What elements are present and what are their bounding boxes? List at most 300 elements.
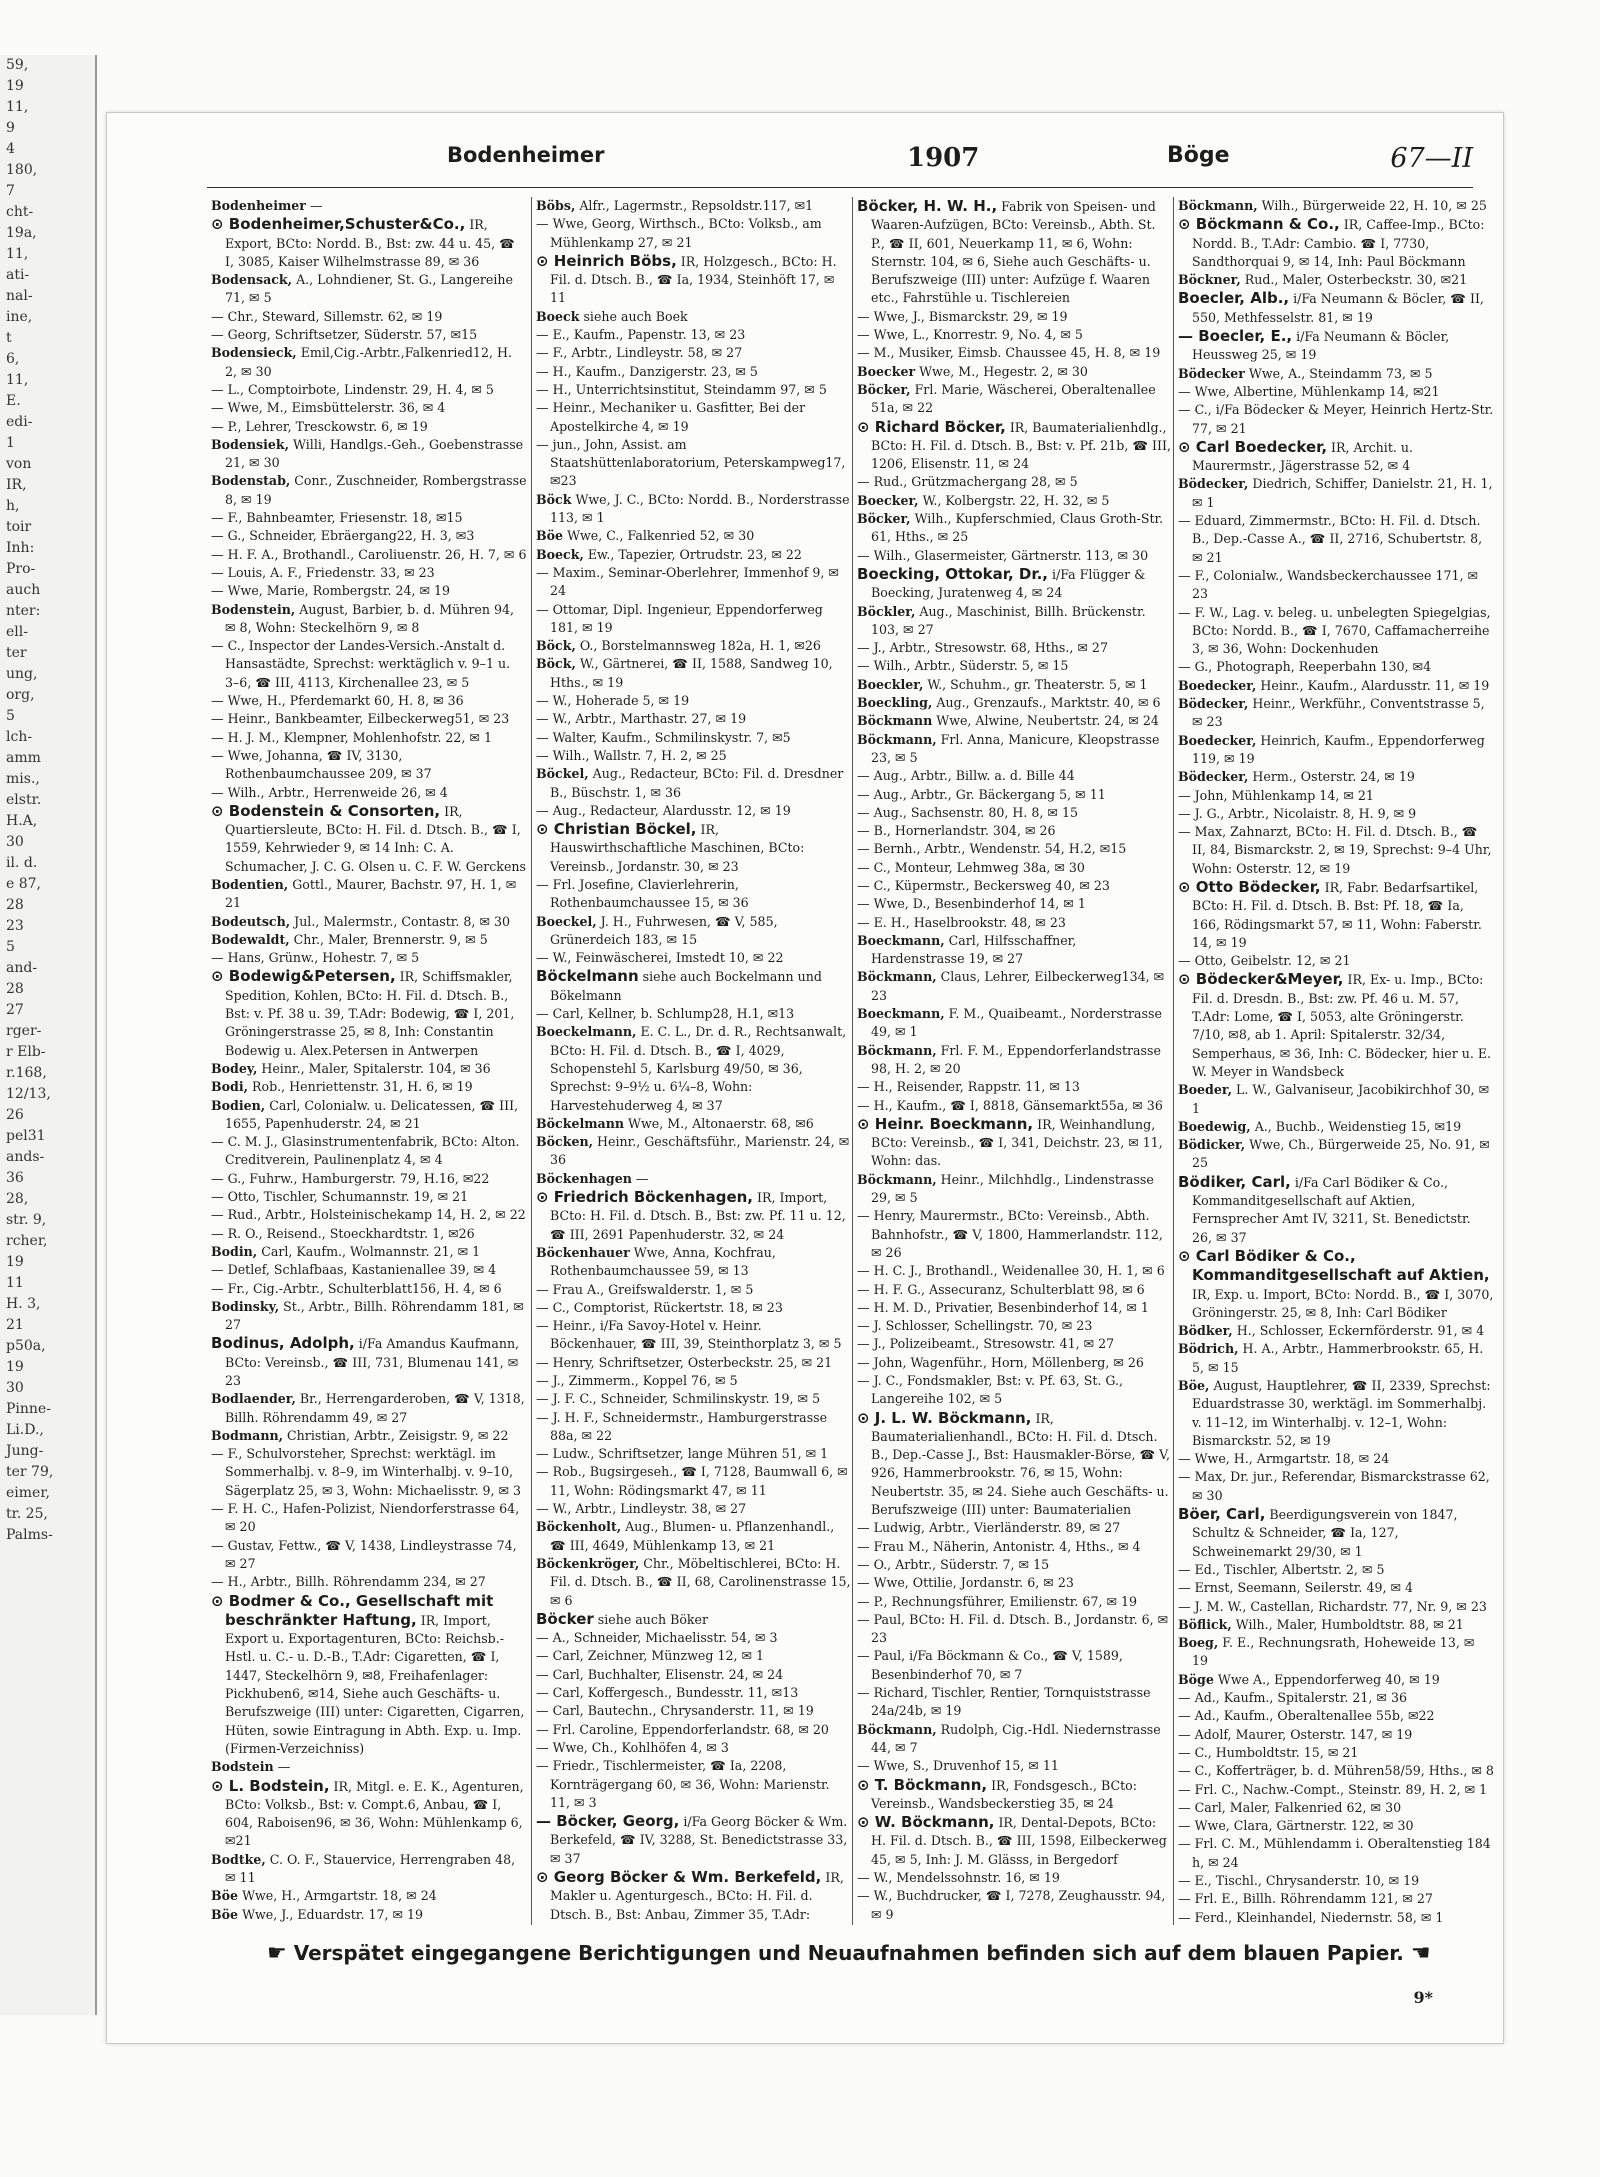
entry-firm-name: Böcker	[536, 1609, 594, 1628]
entry-details: — F. H. C., Hafen-Polizist, Niendorferstrasse 64, ✉ 20	[211, 1501, 520, 1535]
entry-surname: Boeckler,	[857, 676, 924, 692]
directory-entry	[211, 381, 527, 399]
directory-entry	[1178, 383, 1494, 401]
directory-entry	[536, 215, 852, 252]
entry-details: Carl, Colonialw. u. Delicatessen, ☎ III, 1655, Papenhuderstr. 24, ✉ 21	[225, 1097, 519, 1131]
directory-entry	[536, 747, 852, 765]
directory-entry	[211, 1887, 527, 1905]
entry-details: — H., Kaufm., Danzigerstr. 23, ✉ 5	[536, 363, 758, 379]
entry-details: Frl. F. M., Eppendorferlandstrasse 98, H. 2, ✉ 20	[871, 1042, 1161, 1076]
directory-entry	[536, 1390, 852, 1408]
directory-entry	[536, 1684, 852, 1702]
entry-details: — Ernst, Seemann, Seilerstr. 49, ✉ 4	[1178, 1580, 1414, 1596]
entry-details: — Aug., Redacteur, Alardusstr. 12, ✉ 19	[536, 802, 791, 818]
directory-entry	[857, 1887, 1173, 1924]
entry-details: — W., Feinwäscherei, Imstedt 10, ✉ 22	[536, 950, 784, 966]
previous-page-fragment: von	[6, 456, 32, 472]
directory-entry	[536, 655, 852, 692]
directory-entry	[211, 913, 527, 931]
footer-notice-text: Verspätet eingegangene Berichtigungen und Neuaufnahmen befinden sich auf dem blauen Papier.	[293, 1941, 1404, 1965]
directory-entry	[1178, 1468, 1494, 1505]
entry-details: Wwe, H., Armgartstr. 18, ✉ 24	[238, 1888, 437, 1904]
entry-details: IR, Makler u. Agenturgesch., BCto: H. Fil. d. Dtsch. B., Bst: Anbau, Zimmer 35, T.Adr:	[550, 1870, 844, 1922]
directory-entry	[857, 326, 1173, 344]
directory-entry	[857, 822, 1173, 840]
entry-firm-name: ⊙ Bodenstein & Consorten,	[211, 801, 441, 820]
directory-entry	[857, 1115, 1173, 1171]
entry-details: Jul., Malermstr., Contastr. 8, ✉ 30	[290, 913, 511, 929]
previous-page-fragment: r Elb-	[6, 1044, 46, 1060]
directory-entry	[1178, 1762, 1494, 1780]
directory-entry	[536, 765, 852, 802]
directory-entry	[857, 895, 1173, 913]
entry-details: — P., Lehrer, Tresckowstr. 6, ✉ 19	[211, 418, 428, 434]
entry-details: — Wwe, Marie, Rombergstr. 24, ✉ 19	[211, 583, 451, 599]
directory-entry	[857, 1813, 1173, 1869]
directory-entry	[211, 802, 527, 876]
directory-entry	[211, 1777, 527, 1851]
entry-details: — Fr., Cig.-Arbtr., Schulterblatt156, H. 4, ✉ 6	[211, 1280, 502, 1296]
previous-page-fragment: cht-	[6, 204, 34, 220]
entry-surname: Bödrich,	[1178, 1341, 1239, 1357]
directory-entry	[857, 1538, 1173, 1556]
entry-surname: Böckelmann	[536, 1115, 625, 1131]
entry-details: i/Fa Amandus Kaufmann, BCto: Vereinsb., ☎ III, 731, Blumenau 141, ✉ 23	[225, 1336, 520, 1388]
previous-page-fragment: nal-	[6, 288, 33, 304]
entry-details: — A., Schneider, Michaelisstr. 54, ✉ 3	[536, 1630, 778, 1646]
entry-details: Wwe, A., Steindamm 73, ✉ 5	[1244, 365, 1433, 381]
entry-firm-name: ⊙ L. Bodstein,	[211, 1776, 330, 1795]
previous-page-fragment: Li.D.,	[6, 1422, 44, 1438]
entry-details: — Otto, Geibelstr. 12, ✉ 21	[1178, 953, 1351, 969]
directory-entry	[857, 344, 1173, 362]
entry-surname: Böckmann,	[857, 969, 937, 985]
directory-entry	[536, 1354, 852, 1372]
entry-surname: Boeckmann,	[857, 932, 945, 948]
entry-details: — Wilh., Arbtr., Herrenweide 26, ✉ 4	[211, 784, 448, 800]
previous-page-fragment: ine,	[6, 309, 33, 325]
directory-entry	[536, 1647, 852, 1665]
entry-surname: Boeder,	[1178, 1082, 1232, 1098]
entry-details: — C., Comptorist, Rückertstr. 18, ✉ 23	[536, 1299, 783, 1315]
entry-details: — E., Kaufm., Papenstr. 13, ✉ 23	[536, 327, 746, 343]
directory-entry	[536, 436, 852, 491]
directory-page	[106, 112, 1504, 2044]
entry-details: IR, Schiffsmakler, Spedition, Kohlen, BCto: H. Fil. d. Dtsch. B., Bst: v. Pf. 38 u. 39, T.Adr: Bodewig, ☎ I, 201, Gröningerstrasse 25, ✉ 8, Inh: Constantin Bodewig u. Alex.Petersen in Antwerpen	[225, 969, 515, 1058]
directory-entry	[536, 564, 852, 601]
entry-surname: Boeckelmann,	[536, 1024, 637, 1040]
directory-entry	[1178, 1726, 1494, 1744]
previous-page-fragment: 26	[6, 1107, 24, 1123]
entry-details: — Paul, i/Fa Böckmann & Co., ☎ V, 1589, Besenbinderhof 70, ✉ 7	[857, 1648, 1123, 1682]
entry-details: IR, Exp. u. Import, BCto: Nordd. B., ☎ I, 3070, Gröningerstr. 25, ✉ 8, Inh: Carl Bödiker	[1192, 1286, 1494, 1320]
directory-entry	[211, 784, 527, 802]
entry-details: — C., Kofferträger, b. d. Mühren58/59, Hths., ✉ 8	[1178, 1763, 1494, 1779]
entry-details: August, Hauptlehrer, ☎ II, 2339, Sprechst: Eduardstrasse 30, werktägl. im Sommerhalbj. v. 11–12, im Winterhalbj. v. 12–1, Wohn: Bismarckstr. 52, ✉ 19	[1192, 1378, 1491, 1448]
entry-details: — Wwe, H., Pferdemarkt 60, H. 8, ✉ 36	[211, 693, 464, 709]
directory-entry	[211, 710, 527, 728]
directory-entry	[857, 197, 1173, 308]
entry-surname: Böckmann,	[857, 731, 937, 747]
footer-notice	[267, 1941, 1431, 1966]
entry-details: Emil,Cig.-Arbtr.,Falkenried12, H. 2, ✉ 30	[225, 345, 512, 379]
entry-details: — Wwe, S., Druvenhof 15, ✉ 11	[857, 1758, 1059, 1774]
entry-details: IR, Hauswirthschaftliche Maschinen, BCto: Vereinsb., Jordanstr. 30, ✉ 23	[550, 822, 805, 874]
previous-page-fragment: and-	[6, 960, 38, 976]
directory-entry	[536, 802, 852, 820]
entry-details: Wwe, M., Altonaerstr. 68, ✉6	[624, 1115, 814, 1131]
entry-firm-name: Böer, Carl,	[1178, 1505, 1266, 1524]
entry-details: — Wwe, Albertine, Mühlenkamp 14, ✉21	[1178, 383, 1440, 399]
previous-page-fragment: e 87,	[6, 876, 41, 892]
previous-page-fragment: H. 3,	[6, 1296, 41, 1312]
entry-details: IR, Dental-Depots, BCto: H. Fil. d. Dtsch. B., ☎ III, 1598, Eilbeckerweg 45, ✉ 5, Inh: J. M. Glässs, in Bergedorf	[871, 1815, 1167, 1867]
entry-details: Wwe, Anna, Kochfrau, Rothenbaumchaussee 59, ✉ 13	[550, 1244, 776, 1279]
directory-entry	[211, 564, 527, 582]
entry-surname: Böge	[1178, 1671, 1214, 1687]
entry-surname: Böckmann,	[857, 1042, 937, 1058]
directory-entry	[1178, 1909, 1494, 1925]
directory-entry	[211, 1390, 527, 1427]
entry-details: — H., Reisender, Rappstr. 11, ✉ 13	[857, 1079, 1080, 1095]
directory-entry	[536, 252, 852, 308]
entry-surname: Böckel,	[536, 766, 589, 782]
entry-details: — Richard, Tischler, Rentier, Tornquiststrasse 24a/24b, ✉ 19	[857, 1685, 1151, 1719]
directory-entry	[211, 215, 527, 271]
directory-entry	[1178, 878, 1494, 952]
directory-entry	[211, 271, 527, 308]
entry-details: — Rob., Bugsirgeseh., ☎ I, 7128, Baumwall 6, ✉ 11, Wohn: Rödingsmarkt 47, ✉ 11	[536, 1464, 848, 1498]
entry-surname: Boeckel,	[536, 913, 597, 929]
entry-details: — Heinr., Bankbeamter, Eilbeckerweg51, ✉ 23	[211, 711, 510, 727]
previous-page-fragment: 27	[6, 1002, 24, 1018]
entry-details: — Aug., Sachsenstr. 80, H. 8, ✉ 15	[857, 804, 1078, 820]
previous-page-fragment: Palms-	[6, 1527, 53, 1543]
entry-details: — E. H., Haselbrookstr. 48, ✉ 23	[857, 914, 1066, 930]
entry-details: W., Schuhm., gr. Theaterstr. 5, ✉ 1	[923, 676, 1148, 692]
entry-details: — J., Arbtr., Stresowstr. 68, Hths., ✉ 27	[857, 640, 1108, 656]
previous-page-fragment: 28,	[6, 1191, 29, 1207]
previous-page-fragment: Inh:	[6, 540, 35, 556]
directory-entry	[536, 1518, 852, 1555]
entry-surname: Bödecker	[1178, 365, 1245, 381]
directory-entry	[857, 1372, 1173, 1409]
entry-details: — Carl, Kellner, b. Schlump28, H.1, ✉13	[536, 1006, 795, 1022]
entry-details: — Detlef, Schlafbaas, Kastanienallee 39, ✉ 4	[211, 1262, 497, 1278]
directory-entry	[1178, 1781, 1494, 1799]
entry-surname: Boeck,	[536, 546, 584, 562]
entry-details: — Wilh., Wallstr. 7, H. 2, ✉ 25	[536, 747, 727, 763]
entry-details: — Ad., Kaufm., Spitalerstr. 21, ✉ 36	[1178, 1690, 1407, 1706]
directory-entry	[1178, 1136, 1494, 1173]
entry-details: Heinr., Geschäftsführ., Marienstr. 24, ✉ 36	[550, 1134, 850, 1168]
previous-page-fragment: 19	[6, 1254, 24, 1270]
directory-entry	[536, 326, 852, 344]
directory-entry	[211, 1906, 527, 1924]
directory-entry	[1178, 1817, 1494, 1835]
directory-entry	[536, 1868, 852, 1925]
directory-entry	[857, 767, 1173, 785]
directory-entry	[1178, 768, 1494, 786]
directory-entry	[1178, 1872, 1494, 1890]
column-3	[852, 197, 1173, 1925]
previous-page-fragment: str. 9,	[6, 1212, 47, 1228]
directory-entry	[211, 1427, 527, 1445]
directory-entry	[211, 1334, 527, 1390]
entry-details: Wwe A., Eppendorferweg 40, ✉ 19	[1213, 1671, 1440, 1687]
directory-entry	[1178, 823, 1494, 878]
previous-page-fragment: ung,	[6, 666, 38, 682]
previous-page-fragment: 11,	[6, 246, 29, 262]
entry-details: — J. G., Arbtr., Nicolaistr. 8, H. 9, ✉ 9	[1178, 805, 1417, 821]
directory-entry	[857, 786, 1173, 804]
directory-entry	[857, 1409, 1173, 1520]
directory-entry	[536, 1721, 852, 1739]
directory-entry	[211, 399, 527, 417]
header-last-name: Böge	[1167, 143, 1230, 168]
directory-entry	[857, 1317, 1173, 1335]
directory-entry	[1178, 1340, 1494, 1377]
entry-surname: Bodey,	[211, 1060, 258, 1076]
entry-details: — Ludwig, Arbtr., Vierländerstr. 89, ✉ 27	[857, 1520, 1121, 1536]
entry-surname: Böckenhauer	[536, 1244, 630, 1260]
entry-surname: Bodi,	[211, 1079, 249, 1095]
entry-surname: Boeck	[536, 308, 580, 324]
directory-entry	[857, 1097, 1173, 1115]
directory-entry	[1178, 1598, 1494, 1616]
entry-surname: Böe	[211, 1906, 239, 1922]
entry-details: — H. J. M., Klempner, Mohlenhofstr. 22, ✉ 1	[211, 729, 492, 745]
directory-entry	[536, 967, 852, 1005]
entry-details: — B., Hornerlandstr. 304, ✉ 26	[857, 823, 1056, 839]
entry-details: Aug., Maschinist, Billh. Brückenstr. 103, ✉ 27	[871, 603, 1146, 637]
entry-details: — J., Zimmerm., Koppel 76, ✉ 5	[536, 1373, 738, 1388]
entry-details: F. M., Quaibeamt., Norderstrasse 49, ✉ 1	[871, 1006, 1162, 1040]
directory-entry	[1178, 1081, 1494, 1118]
directory-entry	[536, 363, 852, 381]
directory-entry	[211, 747, 527, 784]
directory-entry	[536, 1170, 852, 1188]
directory-entry	[1178, 567, 1494, 604]
directory-entry	[857, 381, 1173, 418]
directory-entry	[1178, 1322, 1494, 1340]
directory-entry	[211, 1060, 527, 1078]
entry-details: — Aug., Arbtr., Billw. a. d. Bille 44	[857, 768, 1075, 784]
previous-page-fragment: ati-	[6, 267, 30, 283]
directory-entry	[1178, 1505, 1494, 1561]
entry-surname: Bodewaldt,	[211, 931, 290, 947]
directory-entry	[211, 418, 527, 436]
entry-surname: Böe	[211, 1888, 239, 1904]
directory-entry	[1178, 327, 1494, 365]
header-year: 1907	[907, 143, 980, 173]
entry-details: — Ottomar, Dipl. Ingenieur, Eppendorferweg 181, ✉ 19	[536, 601, 823, 635]
previous-page-fragment: 30	[6, 834, 24, 850]
previous-page-fragment: edi-	[6, 414, 33, 430]
entry-details: — C. M. J., Glasinstrumentenfabrik, BCto: Alton. Creditverein, Paulinenplatz 4, ✉ 4	[211, 1134, 520, 1168]
entry-details: Christian, Arbtr., Zeisigstr. 9, ✉ 22	[283, 1427, 509, 1443]
entry-details: — Georg, Schriftsetzer, Süderstr. 57, ✉15	[211, 327, 478, 343]
directory-entry	[857, 1519, 1173, 1537]
directory-entry	[857, 1556, 1173, 1574]
directory-entry	[1178, 1450, 1494, 1468]
directory-entry	[1178, 475, 1494, 512]
directory-entry	[1178, 365, 1494, 383]
previous-page-fragment: E.	[6, 393, 21, 409]
entry-details: — G., Fuhrw., Hamburgerstr. 79, H.16, ✉22	[211, 1170, 490, 1186]
directory-entry	[536, 1500, 852, 1518]
entry-details: — Heinr., i/Fa Savoy-Hotel v. Heinr. Böckenhauer, ☎ III, 39, Steinthorplatz 3, ✉ 5	[536, 1318, 842, 1352]
directory-entry	[211, 1298, 527, 1335]
directory-entry	[1178, 1689, 1494, 1707]
directory-entry	[536, 308, 852, 326]
entry-details: Fabrik von Speisen- und Waaren-Aufzügen, BCto: Vereinsb., Abth. St. P., ☎ II, 601, Neuerkamp 11, ✉ 6, Wohn: Sternstr. 104, ✉ 6, Siehe auch Geschäfts- u. Berufszweige (III) unter: Aufzüge f. Waaren etc., Fahrstühle u. Tischlereien	[871, 199, 1156, 306]
entry-firm-name: ⊙ Friedrich Böckenhagen,	[536, 1188, 754, 1207]
entry-details: — C., Humboldtstr. 15, ✉ 21	[1178, 1744, 1359, 1760]
directory-entry	[536, 1610, 852, 1629]
directory-entry	[857, 492, 1173, 510]
entry-details: O., Borstelmannsweg 182a, H. 1, ✉26	[575, 638, 821, 654]
directory-entry	[857, 547, 1173, 565]
directory-entry	[1178, 401, 1494, 438]
entry-details: — Henry, Maurermstr., BCto: Vereinsb., Abth. Bahnhofstr., ☎ V, 1800, Hammerlandstr. 112, ✉ 26	[857, 1208, 1163, 1260]
entry-details: —	[273, 1759, 291, 1775]
directory-entry	[211, 931, 527, 949]
directory-entry	[211, 1537, 527, 1574]
entry-details: — Ed., Tischler, Albertstr. 2, ✉ 5	[1178, 1561, 1385, 1577]
entry-details: — Max, Dr. jur., Referendar, Bismarckstrasse 62, ✉ 30	[1178, 1469, 1490, 1503]
entry-surname: Bodenstab,	[211, 473, 291, 489]
entry-details: — H. M. D., Privatier, Besenbinderhof 14, ✉ 1	[857, 1299, 1149, 1315]
directory-entry	[211, 1243, 527, 1261]
entry-details: IR, Holzgesch., BCto: H. Fil. d. Dtsch. B., ☎ Ia, 1934, Steinhöft 17, ✉ 11	[550, 253, 837, 306]
entry-surname: Bodeutsch,	[211, 913, 291, 929]
directory-entry	[211, 1188, 527, 1206]
column-2	[531, 197, 852, 1925]
entry-details: — H., Unterrichtsinstitut, Steindamm 97, ✉ 5	[536, 381, 827, 397]
entry-surname: Bodlaender,	[211, 1391, 296, 1407]
directory-entry	[857, 1262, 1173, 1280]
directory-entry	[536, 1757, 852, 1812]
entry-firm-name: ⊙ Carl Bödiker & Co., Kommanditgesellschaft auf Aktien,	[1178, 1246, 1490, 1285]
entry-details: August, Barbier, b. d. Mühren 94, ✉ 8, Wohn: Steckelhörn 9, ✉ 8	[225, 601, 515, 635]
directory-entry	[536, 527, 852, 545]
previous-page-fragment: 19	[6, 78, 24, 94]
entry-details: C. O. F., Stauervice, Herrengraben 48, ✉ 11	[225, 1851, 516, 1886]
directory-entry	[1178, 438, 1494, 476]
directory-entry	[536, 546, 852, 564]
entry-details: Wwe, C., Falkenried 52, ✉ 30	[563, 528, 755, 544]
directory-entry	[857, 1611, 1173, 1648]
directory-entry	[1178, 197, 1494, 215]
entry-details: — F., Arbtr., Lindleystr. 58, ✉ 27	[536, 345, 743, 361]
previous-page-fragment: H.A,	[6, 813, 38, 829]
entry-details: Willi, Handlgs.-Geh., Goebenstrasse 21, ✉ 30	[225, 436, 524, 471]
previous-page-fragment: amm	[6, 750, 41, 766]
entry-details: IR, Fondsgesch., BCto: Vereinsb., Wandsbeckerstieg 35, ✉ 24	[871, 1777, 1137, 1811]
previous-page-fragment: 30	[6, 1380, 24, 1396]
directory-entry	[211, 1851, 527, 1888]
previous-page-fragment: 1	[6, 435, 15, 451]
directory-entry	[857, 1299, 1173, 1317]
directory-entry	[211, 1592, 527, 1759]
directory-entry	[211, 1280, 527, 1298]
entry-surname: Böckmann,	[1178, 198, 1258, 213]
entry-details: Aug., Grenzaufs., Marktstr. 40, ✉ 6	[932, 695, 1161, 711]
directory-entry	[211, 546, 527, 564]
entry-surname: Bodensiek,	[211, 436, 290, 452]
entry-details: — C., Küpermstr., Beckersweg 40, ✉ 23	[857, 877, 1110, 893]
entry-surname: Bödicker,	[1178, 1137, 1246, 1153]
previous-page-fragment: 5	[6, 708, 15, 724]
entry-details: Conr., Zuschneider, Rombergstrasse 8, ✉ 19	[225, 473, 527, 507]
entry-details: — Wwe, H., Armgartstr. 18, ✉ 24	[1178, 1451, 1390, 1467]
entry-surname: Böckner,	[1178, 272, 1241, 288]
entry-details: F. E., Rechnungsrath, Hoheweide 13, ✉ 19	[1192, 1635, 1475, 1669]
previous-page-fragment: 28	[6, 981, 24, 997]
entry-details: — J. F. C., Schneider, Schmilinskystr. 19, ✉ 5	[536, 1391, 821, 1407]
directory-entry	[211, 692, 527, 710]
directory-entry	[1178, 1890, 1494, 1908]
entry-details: Wwe, M., Hegestr. 2, ✉ 30	[915, 363, 1088, 379]
entry-details: i/Fa Neumann & Böcler, ☎ II, 550, Methfesselstr. 81, ✉ 19	[1192, 291, 1484, 325]
directory-entry	[211, 637, 527, 692]
directory-entry	[857, 603, 1173, 640]
entry-surname: Bodmann,	[211, 1427, 284, 1443]
directory-entry	[211, 1573, 527, 1591]
directory-entry	[857, 1281, 1173, 1299]
entry-details: — Louis, A. F., Friedenstr. 33, ✉ 23	[211, 564, 435, 580]
entry-surname: Boedewig,	[1178, 1118, 1251, 1134]
entry-surname: Böck	[536, 491, 572, 507]
entry-details: — Henry, Schriftsetzer, Osterbeckstr. 25, ✉ 21	[536, 1354, 833, 1370]
directory-entry	[1178, 1799, 1494, 1817]
previous-page-fragment: 6,	[6, 351, 20, 367]
entry-details: — Wilh., Arbtr., Süderstr. 5, ✉ 15	[857, 658, 1069, 674]
entry-details: i/Fa Flügger & Boecking, Juratenweg 4, ✉ 24	[871, 566, 1146, 601]
entry-surname: Bödecker,	[1178, 476, 1249, 492]
entry-details: Heinr., Maler, Spitalerstr. 104, ✉ 36	[257, 1060, 491, 1076]
previous-page-fragment: 4	[6, 141, 15, 157]
entry-details: — J. M. W., Castellan, Richardstr. 77, Nr. 9, ✉ 23	[1178, 1598, 1487, 1614]
entry-details: — Wwe, Ottilie, Jordanstr. 6, ✉ 23	[857, 1575, 1074, 1591]
previous-page-fragment: rger-	[6, 1023, 42, 1039]
entry-details: — Carl, Maler, Falkenried 62, ✉ 30	[1178, 1799, 1402, 1815]
directory-entry	[536, 1702, 852, 1720]
directory-entry	[536, 1555, 852, 1610]
directory-entry	[857, 731, 1173, 768]
entry-firm-name: ⊙ T. Böckmann,	[857, 1775, 988, 1794]
entry-details: — C., Inspector der Landes-Versich.-Anstalt d. Hansastädte, Sprechst: werktäglich v. 9–1 u. 3–6, ☎ III, 4113, Kirchenallee 23, ✉ 5	[211, 638, 511, 690]
page-header	[147, 143, 1473, 183]
entry-details: W., Kolbergstr. 22, H. 32, ✉ 5	[918, 492, 1110, 508]
entry-details: — Wwe, D., Besenbinderhof 14, ✉ 1	[857, 896, 1086, 912]
previous-page-fragment: ter 79,	[6, 1464, 54, 1480]
directory-entry	[536, 1133, 852, 1170]
entry-firm-name: — Böcker, Georg,	[536, 1812, 680, 1831]
entry-details: — G., Schneider, Ebräergang22, H. 3, ✉3	[211, 528, 475, 544]
directory-entry	[857, 639, 1173, 657]
entry-details: — Frau M., Näherin, Antonistr. 4, Hths., ✉ 4	[857, 1538, 1141, 1554]
entry-details: — Wwe, Ch., Kohlhöfen 4, ✉ 3	[536, 1739, 729, 1755]
directory-entry	[536, 692, 852, 710]
directory-entry	[857, 308, 1173, 326]
entry-surname: Bodinsky,	[211, 1298, 280, 1314]
entry-surname: Boeg,	[1178, 1635, 1219, 1651]
directory-entry	[211, 1097, 527, 1134]
previous-page-fragment: ter	[6, 645, 27, 661]
entry-details: —	[305, 198, 323, 213]
